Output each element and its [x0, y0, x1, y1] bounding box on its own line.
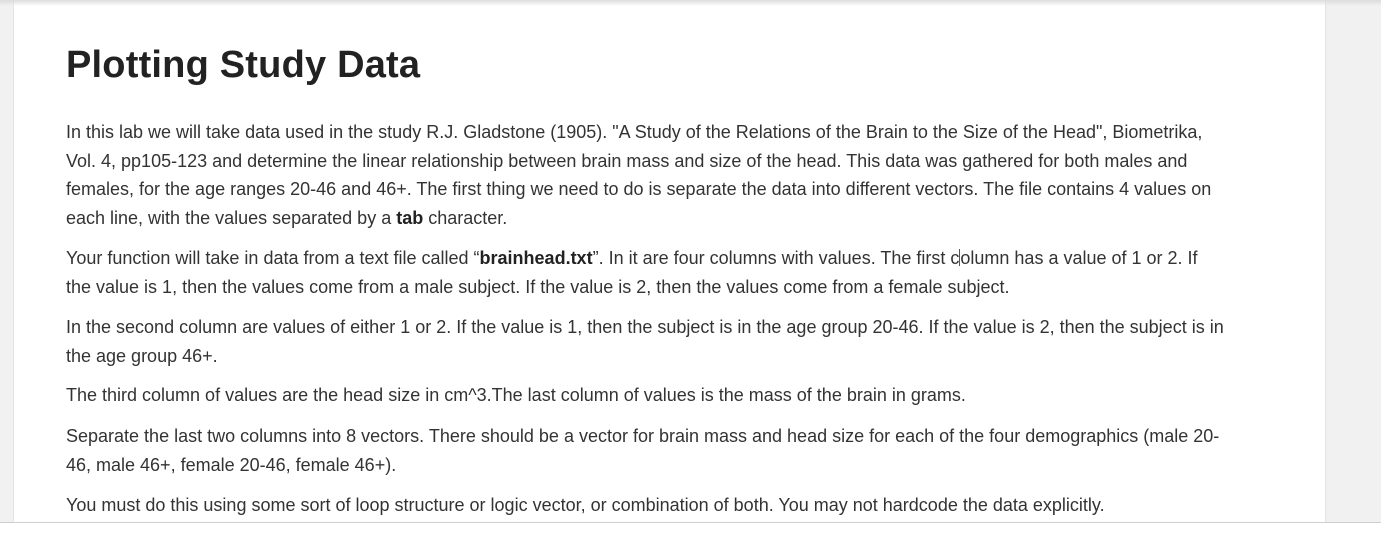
separate-vectors-paragraph: Separate the last two columns into 8 vectors. There should be a vector for brain mass and head size for each of the four demographics (male 20-46, male 46+, female 20-46, female 46+).	[66, 426, 1220, 475]
document-title: Plotting Study Data	[66, 44, 421, 86]
document-page[interactable]	[13, 0, 1326, 535]
filename-bold: brainhead.txt	[479, 248, 593, 268]
file-description-paragraph	[66, 244, 1226, 301]
intro-text: In this lab we will take data used in the study R.J. Gladstone (1905). "A Study of the Relations of the Brain to the Size of the Head", Biometrika, Vol. 4, pp105-123 and determine the linear relationship between brain mass and size of the head. This data was gathered for both males and females, for the age ranges 20-46 and 46+. The first thing we need to do is separate the data into different vectors. The file contains 4 values on each line, with the values separated by a	[66, 122, 1212, 228]
loop-requirement-paragraph: You must do this using some sort of loop structure or logic vector, or combination of both. You may not hardcode the data explicitly.	[66, 495, 1105, 515]
tab-keyword: tab	[396, 207, 424, 228]
second-column-paragraph: In the second column are values of either 1 or 2. If the value is 1, then the subject is in the age group 20-46. If the value is 2, then the subject is in the age group 46+.	[66, 317, 1224, 366]
bottom-status-bar	[0, 522, 1381, 535]
file-desc-mid: ”. In it are four columns with values. The first c	[592, 248, 960, 268]
toolbar-shadow	[0, 0, 1381, 6]
intro-text-end: character.	[423, 207, 508, 228]
file-desc-end: olumn has a value of 1 or 2. If the value is 1, then the values come from a male subject. If the value is 2, then the values come from a female subject.	[66, 248, 1198, 297]
file-desc-start: Your function will take in data from a text file called “	[66, 248, 480, 268]
intro-paragraph	[66, 118, 1226, 232]
third-column-paragraph: The third column of values are the head size in cm^3.The last column of values is the mass of the brain in grams.	[66, 385, 966, 405]
